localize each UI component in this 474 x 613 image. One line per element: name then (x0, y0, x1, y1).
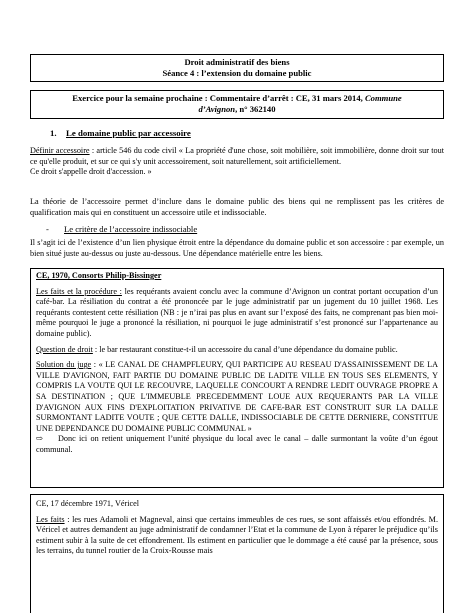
session-title: Séance 4 : l’extension du domaine public (162, 68, 312, 78)
exercise-box (30, 90, 444, 119)
case-box-philip-bissinger (30, 268, 444, 488)
course-title-box (30, 54, 444, 82)
arrow-right-icon: ⇨ (36, 434, 43, 444)
physical-link-paragraph: Il s’agit ici de l’existence d’un lien physique étroit entre la dépendance du domaine public et son accessoire : par exemple, un bien situé juste au-dessus ou juste au-dessous. Une dépendance matérielle entre les biens. (30, 238, 444, 258)
case-question: Question de droit : le bar restaurant constitue-t-il un accessoire du canal d’une dépendance du domaine public. (36, 344, 398, 354)
exercise-line1: Exercice pour la semaine prochaine : Commentaire d’arrêt : CE, 31 mars 2014, Commune (72, 93, 402, 103)
case-facts: Les faits et la procédure : les requérants avaient conclu avec la commune d’Avignon un contrat portant occupation d’un café-bar. La résiliation du contrat a été prononcée par le juge administratif par un jugement du 10 juillet 1968. Les requérants contestent cette résiliation (NB : je n’irai pas plus en avant sur l’exposé des faits, ne comprenant pas bien moi-même pourquoi le juge a prononcé la résiliation, ni pourquoi le juge administratif s’est prononcé sur l’appartenance au domaine public). (36, 286, 438, 338)
case-title: CE, 1970, Consorts Philip-Bissinger (36, 271, 162, 280)
theory-paragraph: La théorie de l’accessoire permet d’inclure dans le domaine public des biens qui ne remplissent pas les critères de qualification mais qui en constituent un accessoire utile et indissociable. (30, 197, 444, 217)
case-solution: Solution du juge : « LE CANAL DE CHAMPFLEURY, QUI PARTICIPE AU RESEAU D'ASSAINISSEMENT DE LA VILLE D'AVIGNON, FAIT PARTIE DU DOMAINE PUBLIC DE LADITE VILLE EN TOUS SES ELEMENTS, Y COMPRIS LA VOUTE QUI LE RECOUVRE, LAQUELLE CONCOURT A RENDRE LEDIT OUVRAGE PROPRE A SA DESTINATION ; QUE L'IMMEUBLE PRECEDEMMENT LOUE AUX REQUERANTS PAR LA VILLE D'AVIGNON AUX FINS D'EXPLOITATION PRIVATIVE DE CAFE-BAR EST CONSTRUIT SUR LA DALLE SURMONTANT LADITE VOUTE ; QUE CETTE DALLE, INDISSOCIABLE DE CETTE DERNIERE, CONSTITUE UNE DEPENDANCE DU DOMAINE PUBLIC COMMUNAL » (36, 360, 438, 433)
case-title: CE, 17 décembre 1971, Véricel (36, 499, 140, 508)
definition-paragraph: Définir accessoire : article 546 du code civil « La propriété d'une chose, soit mobilière, soit immobilière, donne droit sur tout ce qu'elle produit, et sur ce qui s'y unit accessoirement, soit naturellement, soit artificiellement. Ce droit s'appelle droit d'accession. » (30, 146, 444, 177)
section-1-heading: 1. Le domaine public par accessoire (50, 128, 191, 138)
case-conclusion: ⇨ Donc ici on retient uniquement l’unité physique du local avec le canal – dalle surmontant la voûte d’un égout communal. (36, 434, 438, 454)
case-facts: Les faits : les rues Adamoli et Magneval, ainsi que certains immeubles de ces rues, se sont affaissés et/ou effondrés. M. Véricel et autres demandent au juge administratif de condamner l’Etat et la commune de Lyon à réparer le préjudice qu’ils estiment subir à la suite de cet effondrement. Ils estiment en particulier que le dommage a été causé par la présence, sous les terrains, du tunnel routier de la Croix-Rousse mais (36, 514, 439, 556)
course-title: Droit administratif des biens (184, 57, 290, 67)
case-box-vericel (30, 494, 444, 613)
exercise-line2: d’Avignon, n° 362140 (198, 104, 276, 114)
section-2-heading: - Le critère de l’accessoire indissociable (46, 224, 198, 234)
